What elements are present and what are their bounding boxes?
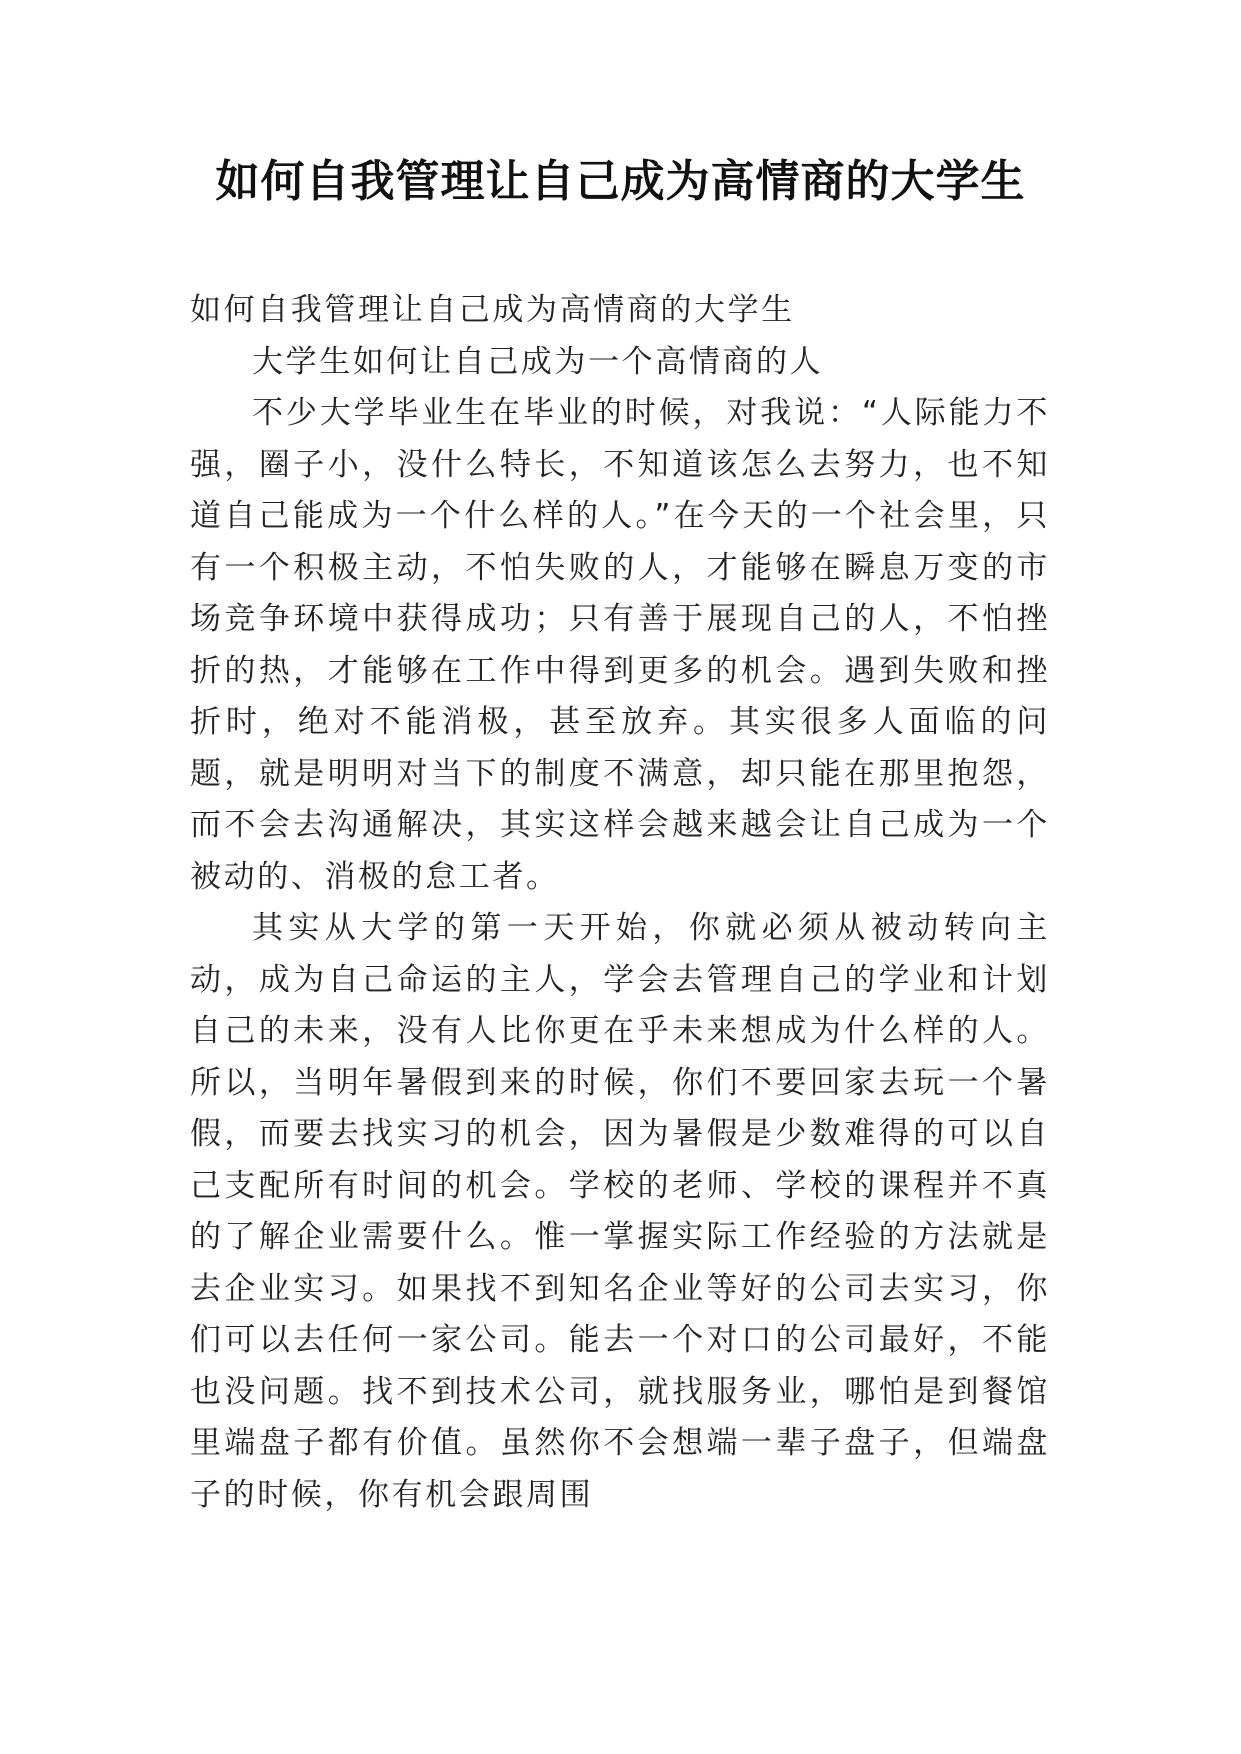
paragraph: 其实从大学的第一天开始，你就必须从被动转向主动，成为自己命运的主人，学会去管理自己的学业和计划自己的未来，没有人比你更在乎未来想成为什么样的人。所以，当明年暑假到来的时候，你们不要回家去玩一个暑假，而要去找实习的机会，因为暑假是少数难得的可以自己支配所有时间的机会。学校的老师、学校的课程并不真的了解企业需要什么。惟一掌握实际工作经验的方法就是去企业实习。如果找不到知名企业等好的公司去实习，你们可以去任何一家公司。能去一个对口的公司最好，不能也没问题。找不到技术公司，就找服务业，哪怕是到餐馆里端盘子都有价值。虽然你不会想端一辈子盘子，但端盘子的时候，你有机会跟周围 xyxy=(190,910,1050,1513)
paragraph-heading: 如何自我管理让自己成为高情商的大学生 xyxy=(190,292,795,328)
document-title: 如何自我管理让自己成为高情商的大学生 xyxy=(215,156,1026,207)
document-body xyxy=(190,285,1050,1521)
paragraph-subheading: 大学生如何让自己成为一个高情商的人 xyxy=(252,343,824,380)
paragraph: 不少大学毕业生在毕业的时候，对我说：“人际能力不强，圈子小，没什么特长，不知道该怎么去努力，也不知道自己能成为一个什么样的人。”在今天的一个社会里，只有一个积极主动，不怕失败的人，才能够在瞬息万变的市场竞争环境中获得成功；只有善于展现自己的人，不怕挫折的热，才能够在工作中得到更多的机会。遇到失败和挫折时，绝对不能消极，甚至放弃。其实很多人面临的问题，就是明明对当下的制度不满意，却只能在那里抱怨，而不会去沟通解决，其实这样会越来越会让自己成为一个被动的、消极的怠工者。 xyxy=(190,395,1050,895)
